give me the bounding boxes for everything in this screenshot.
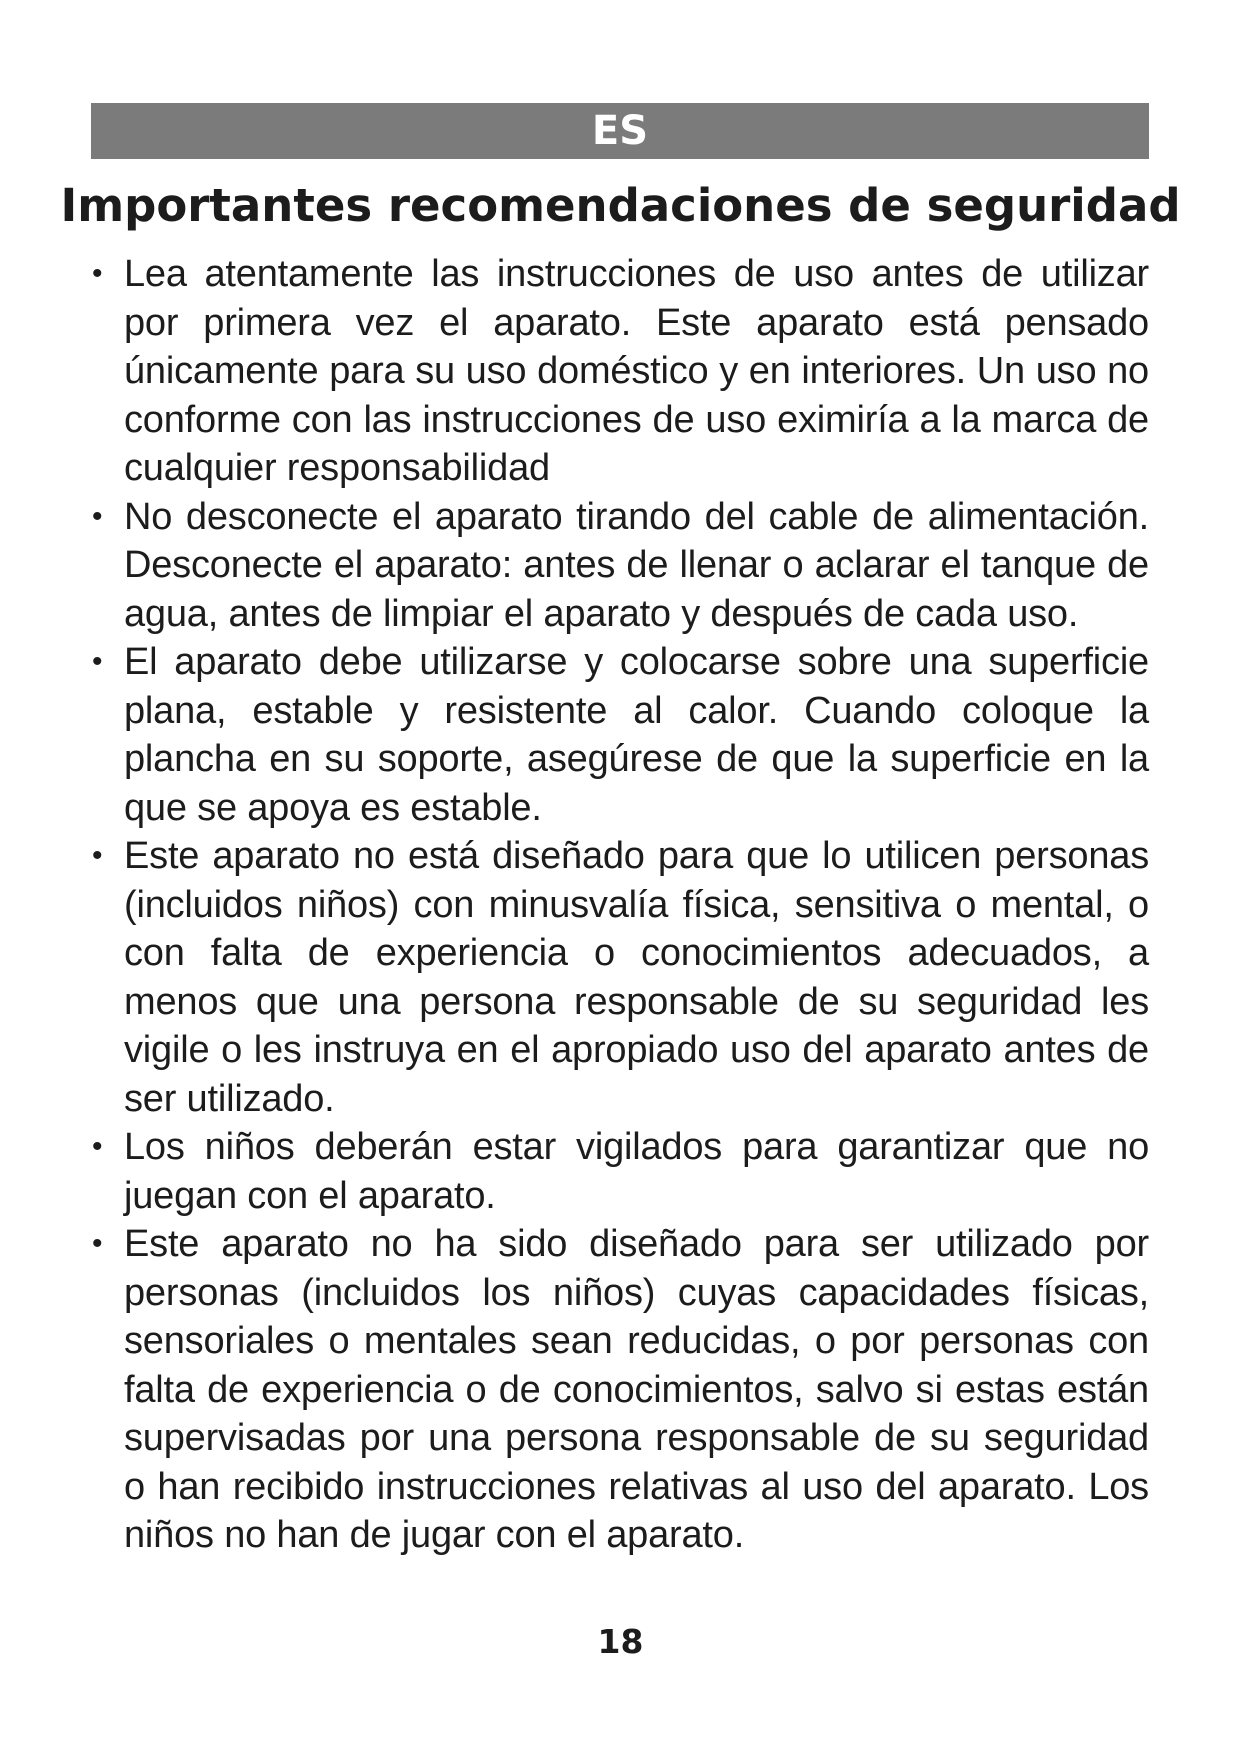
bullet-text: Este aparato no está diseñado para que lo utilicen personas (incluidos niños) con minusvalía física, sensitiva o mental, o con falta de experiencia o conocimientos adecuados, a menos que una persona responsable de su seguridad les vigile o les instruya en el apropiado uso del aparato antes de ser utilizado. [124, 835, 1149, 1120]
list-item [92, 493, 1149, 639]
list-item [92, 638, 1149, 832]
language-header-bar [91, 103, 1149, 159]
safety-recommendations-list [92, 250, 1149, 1560]
bullet-text: El aparato debe utilizarse y colocarse sobre una superficie plana, estable y resistente al calor. Cuando coloque la plancha en su soporte, asegúrese de que la superficie en la que se apoya es estable. [124, 641, 1149, 829]
page-title: Importantes recomendaciones de seguridad [60, 179, 1181, 232]
bullet-text: Lea atentamente las instrucciones de uso antes de utilizar por primera vez el aparato. Este aparato está pensado únicamente para su uso doméstico y en interiores. Un uso no conforme con las instrucciones de uso eximiría a la marca de cualquier responsabilidad [124, 253, 1149, 489]
list-item [92, 250, 1149, 493]
list-item [92, 1123, 1149, 1220]
list-item [92, 832, 1149, 1123]
bullet-text: Este aparato no ha sido diseñado para ser utilizado por personas (incluidos los niños) cuyas capacidades físicas, sensoriales o mentales sean reducidas, o por personas con falta de experiencia o de conocimientos, salvo si estas están supervisadas por una persona responsable de su seguridad o han recibido instrucciones relativas al uso del aparato. Los niños no han de jugar con el aparato. [124, 1223, 1149, 1556]
bullet-icon: • [92, 257, 103, 290]
bullet-icon: • [92, 839, 103, 872]
bullet-icon: • [92, 1227, 103, 1260]
bullet-icon: • [92, 499, 103, 533]
bullet-text: Los niños deberán estar vigilados para garantizar que no juegan con el aparato. [124, 1126, 1149, 1217]
language-code: ES [591, 108, 649, 154]
bullet-icon: • [92, 1130, 103, 1163]
page-number: 18 [597, 1622, 644, 1661]
bullet-icon: • [92, 645, 103, 678]
bullet-text: No desconecte el aparato tirando del cable de alimentación. Desconecte el aparato: antes de llenar o aclarar el tanque de agua, antes de limpiar el aparato y después de cada uso. [124, 495, 1149, 635]
list-item [92, 1220, 1149, 1560]
